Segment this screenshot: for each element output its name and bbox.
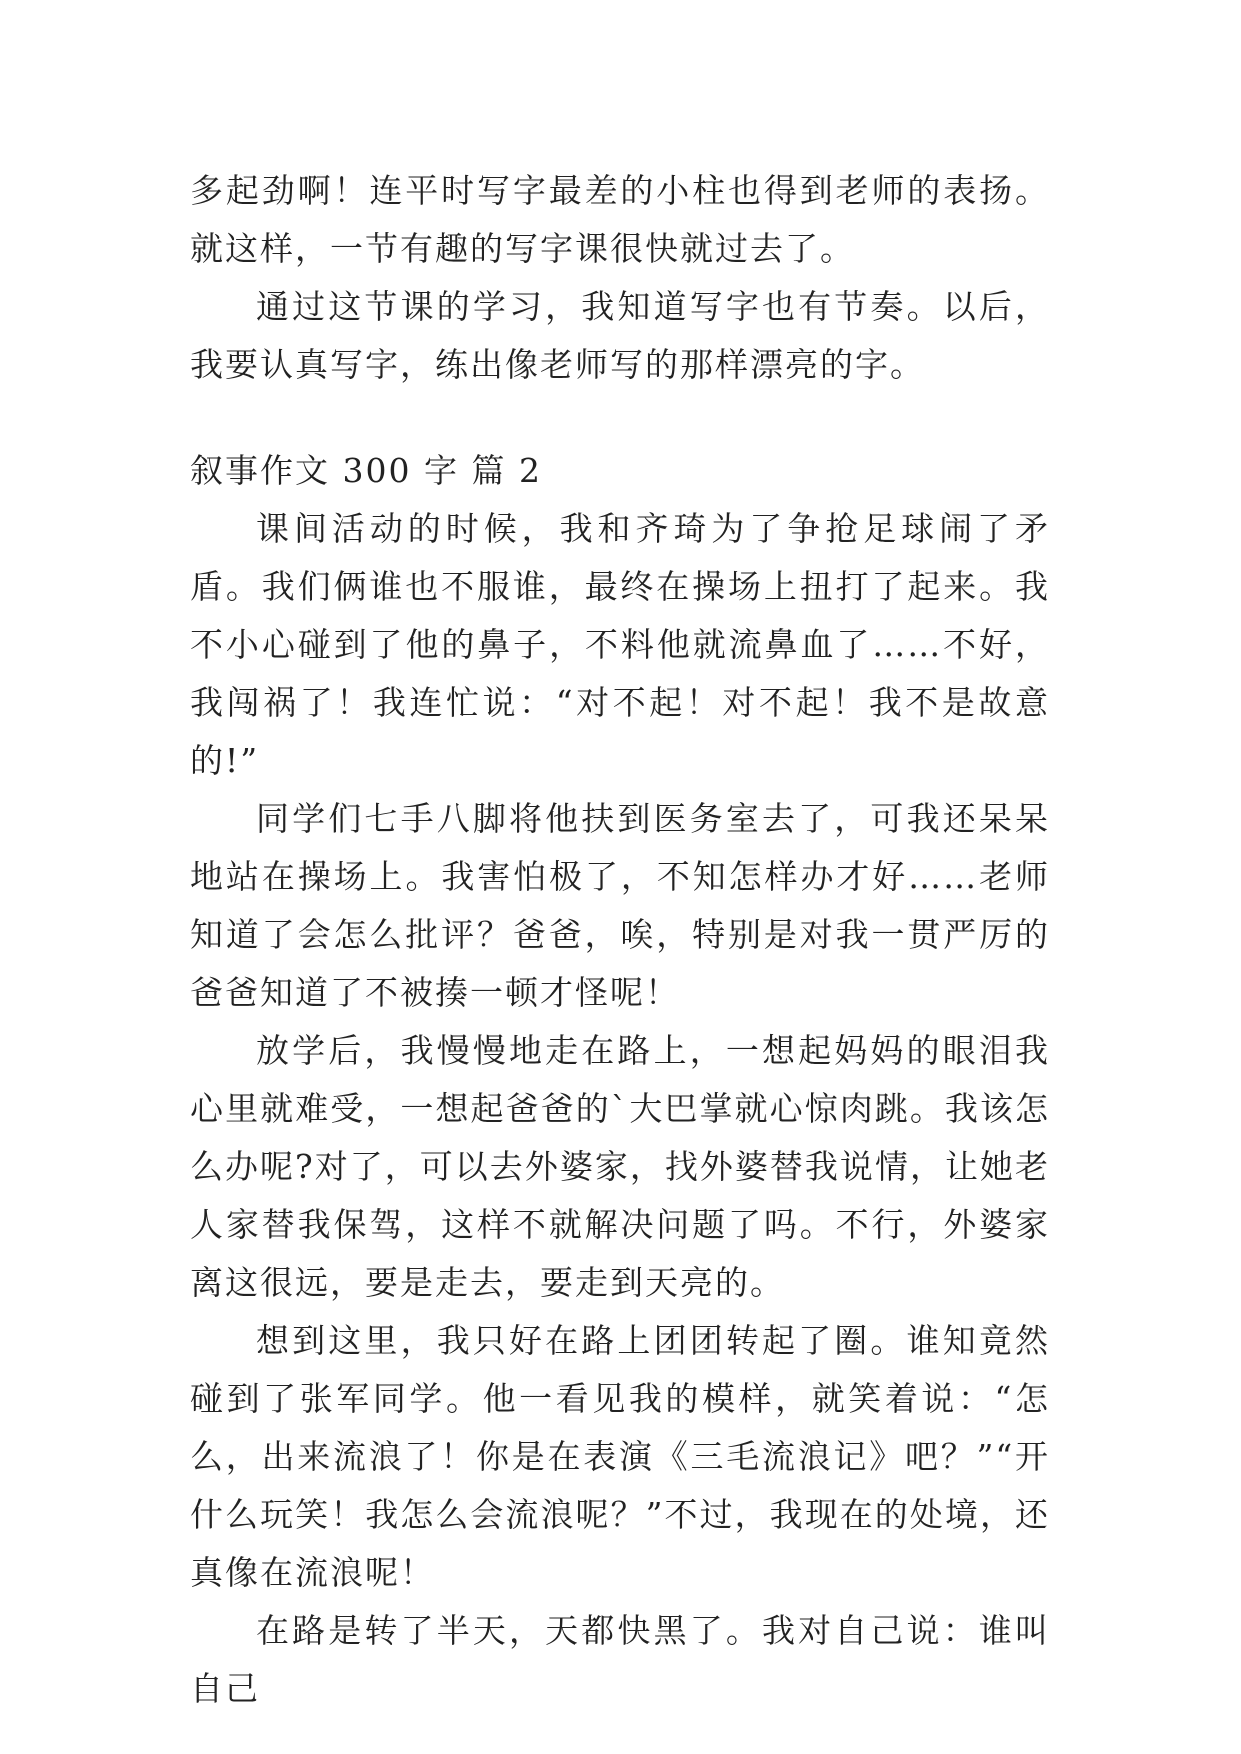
paragraph: 想到这里，我只好在路上团团转起了圈。谁知竟然碰到了张军同学。他一看见我的模样，就笑着说：“怎么，出来流浪了！你是在表演《三毛流浪记》吧？”“开什么玩笑！我怎么会流浪呢？”不过，我现在的处境，还真像在流浪呢！ [190,1321,1050,1592]
paragraph: 同学们七手八脚将他扶到医务室去了，可我还呆呆地站在操场上。我害怕极了，不知怎样办才好……老师知道了会怎么批评？爸爸，唉，特别是对我一贯严厉的爸爸知道了不被揍一顿才怪呢！ [190,799,1050,1012]
paragraph: 通过这节课的学习，我知道写字也有节奏。以后，我要认真写字，练出像老师写的那样漂亮的字。 [190,287,1050,384]
paragraph: 在路是转了半天，天都快黑了。我对自己说：谁叫自己 [190,1611,1050,1708]
paragraph: 多起劲啊！连平时写字最差的小柱也得到老师的表扬。就这样，一节有趣的写字课很快就过去了。 [190,171,1050,268]
document-body [190,162,1050,1718]
paragraph: 课间活动的时候，我和齐琦为了争抢足球闹了矛盾。我们俩谁也不服谁，最终在操场上扭打了起来。我不小心碰到了他的鼻子，不料他就流鼻血了……不好，我闯祸了！我连忙说：“对不起！对不起！我不是故意的!” [190,509,1050,780]
section-title: 叙事作文 300 字 篇 2 [190,451,542,490]
paragraph: 放学后，我慢慢地走在路上，一想起妈妈的眼泪我心里就难受，一想起爸爸的`大巴掌就心惊肉跳。我该怎么办呢?对了，可以去外婆家，找外婆替我说情，让她老人家替我保驾，这样不就解决问题了吗。不行，外婆家离这很远，要是走去，要走到天亮的。 [190,1031,1050,1302]
